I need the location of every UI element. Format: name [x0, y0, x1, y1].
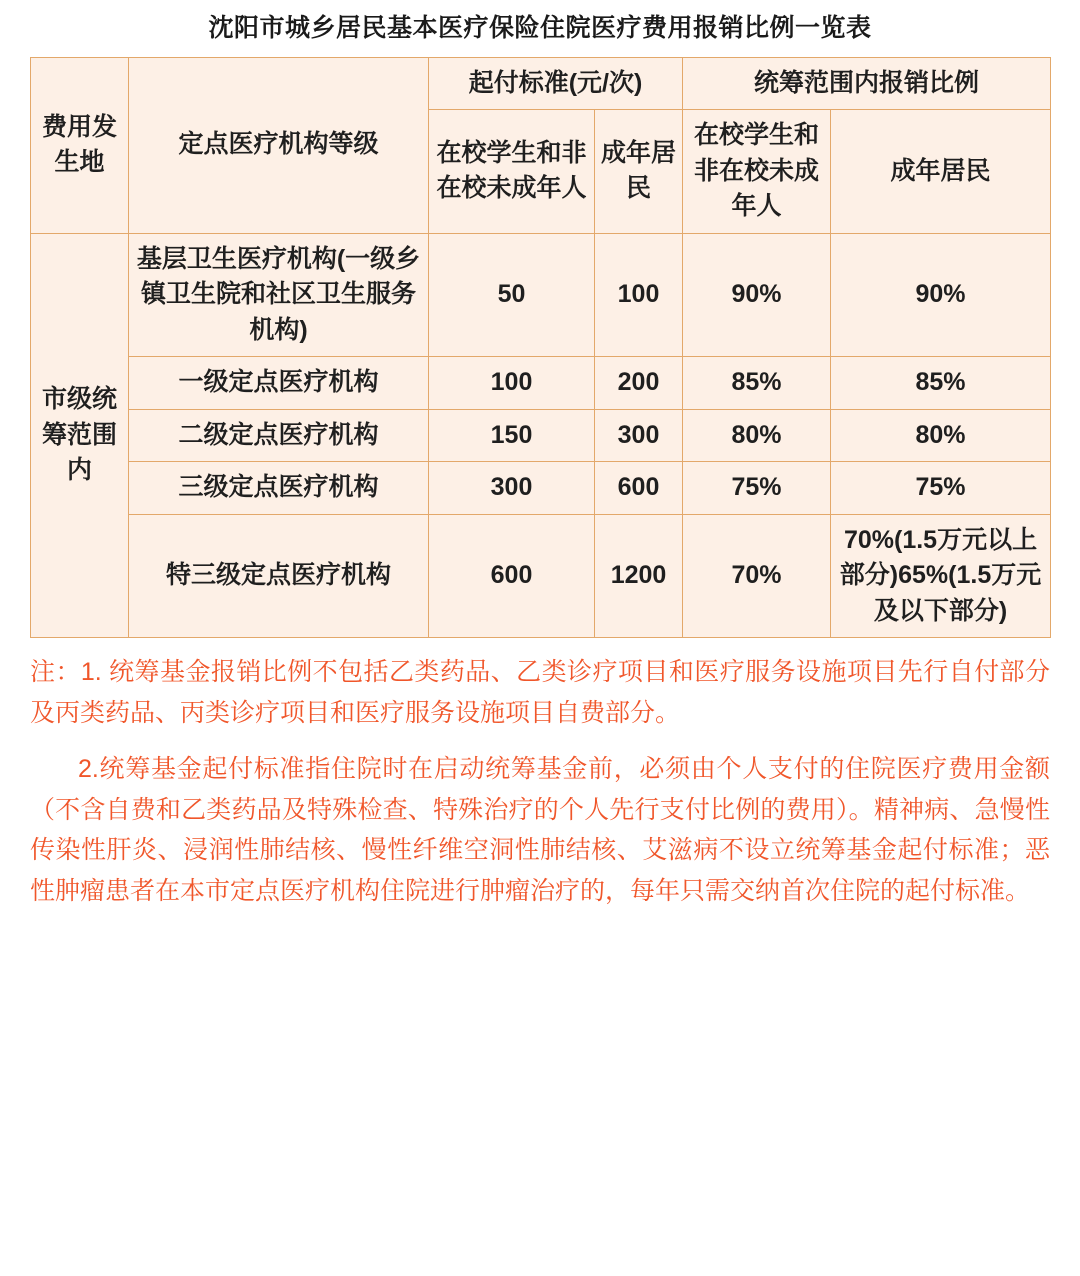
- cell-reimburse-adult: 85%: [831, 357, 1051, 410]
- header-reimburse-group: 统筹范围内报销比例: [683, 57, 1051, 110]
- header-reimburse-adult: 成年居民: [831, 110, 1051, 234]
- notes-section: [30, 652, 1050, 911]
- table-row: [31, 233, 1051, 357]
- cell-institution: 一级定点医疗机构: [129, 357, 429, 410]
- cell-institution: 特三级定点医疗机构: [129, 514, 429, 638]
- cell-reimburse-adult: 80%: [831, 409, 1051, 462]
- table-row: [31, 514, 1051, 638]
- cell-reimburse-adult: 70%(1.5万元以上部分)65%(1.5万元及以下部分): [831, 514, 1051, 638]
- reimbursement-rate-table: [30, 57, 1051, 639]
- table-body: [31, 233, 1051, 638]
- header-place: 费用发生地: [31, 57, 129, 233]
- cell-deductible-adult: 1200: [595, 514, 683, 638]
- note-item-1: 注：1. 统筹基金报销比例不包括乙类药品、乙类诊疗项目和医疗服务设施项目先行自付部分及丙类药品、丙类诊疗项目和医疗服务设施项目自费部分。: [30, 658, 1050, 727]
- cell-reimburse-student: 80%: [683, 409, 831, 462]
- cell-deductible-student: 100: [429, 357, 595, 410]
- header-deductible-student: 在校学生和非在校未成年人: [429, 110, 595, 234]
- cell-reimburse-adult: 90%: [831, 233, 1051, 357]
- cell-reimburse-student: 90%: [683, 233, 831, 357]
- table-row: [31, 357, 1051, 410]
- cell-institution: 二级定点医疗机构: [129, 409, 429, 462]
- cell-reimburse-student: 85%: [683, 357, 831, 410]
- note-item-2: 2.统筹基金起付标准指住院时在启动统筹基金前，必须由个人支付的住院医疗费用金额（不含自费和乙类药品及特殊检查、特殊治疗的个人先行支付比例的费用）。精神病、急慢性传染性肝炎、浸润性肺结核、慢性纤维空洞性肺结核、艾滋病不设立统筹基金起付标准；恶性肿瘤患者在本市定点医疗机构住院进行肿瘤治疗的，每年只需交纳首次住院的起付标准。: [30, 755, 1050, 905]
- cell-institution: 三级定点医疗机构: [129, 462, 429, 515]
- table-row: [31, 462, 1051, 515]
- cell-reimburse-student: 70%: [683, 514, 831, 638]
- table-row: [31, 409, 1051, 462]
- table-header: [31, 57, 1051, 233]
- cell-place-label: 市级统筹范围内: [31, 233, 129, 638]
- header-institution-level: 定点医疗机构等级: [129, 57, 429, 233]
- header-reimburse-student: 在校学生和非在校未成年人: [683, 110, 831, 234]
- header-deductible-adult: 成年居民: [595, 110, 683, 234]
- cell-deductible-adult: 200: [595, 357, 683, 410]
- cell-institution: 基层卫生医疗机构(一级乡镇卫生院和社区卫生服务机构): [129, 233, 429, 357]
- cell-deductible-student: 50: [429, 233, 595, 357]
- page-title: 沈阳市城乡居民基本医疗保险住院医疗费用报销比例一览表: [208, 14, 872, 42]
- cell-deductible-student: 150: [429, 409, 595, 462]
- cell-deductible-adult: 600: [595, 462, 683, 515]
- header-deductible-group: 起付标准(元/次): [429, 57, 683, 110]
- cell-deductible-adult: 100: [595, 233, 683, 357]
- cell-reimburse-student: 75%: [683, 462, 831, 515]
- cell-deductible-adult: 300: [595, 409, 683, 462]
- cell-deductible-student: 600: [429, 514, 595, 638]
- table-header-row-1: [31, 57, 1051, 110]
- cell-deductible-student: 300: [429, 462, 595, 515]
- cell-reimburse-adult: 75%: [831, 462, 1051, 515]
